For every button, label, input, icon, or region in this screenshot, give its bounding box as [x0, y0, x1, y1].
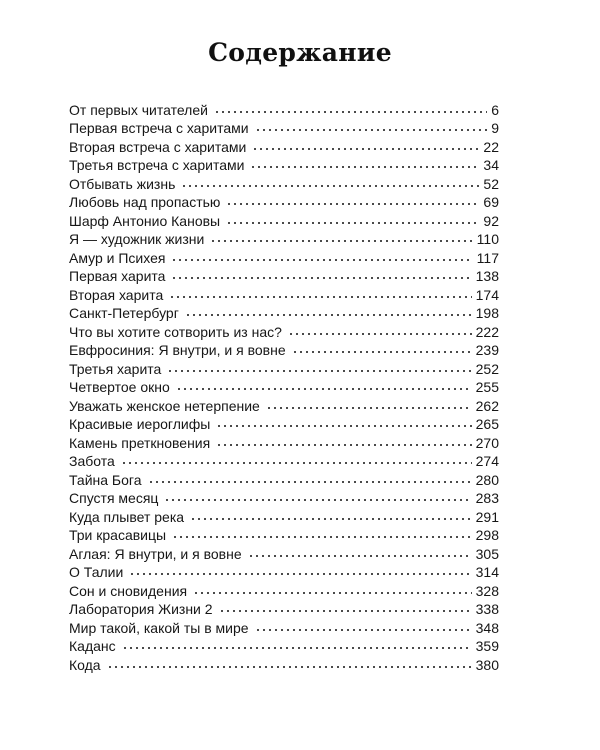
toc-entry	[69, 637, 499, 656]
toc-entry-page-number: 283	[475, 490, 499, 506]
dot-leader	[171, 258, 472, 262]
toc-entry-page-number: 69	[483, 194, 499, 210]
toc-entry	[69, 193, 499, 212]
toc-entry-page-number: 9	[491, 120, 499, 136]
toc-entry-page-number: 174	[475, 286, 499, 303]
toc-entry-title: Вторая харита	[69, 286, 164, 303]
toc-entry-title: Три красавицы	[69, 527, 167, 543]
toc-entry-page-number: 359	[475, 638, 499, 654]
toc-entry	[69, 433, 499, 452]
toc-entry	[69, 618, 499, 637]
dot-leader	[122, 646, 472, 650]
toc-entry-page-number: 110	[476, 231, 499, 247]
toc-entry	[69, 655, 499, 674]
toc-entry-title: Шарф Антонио Кановы	[69, 212, 221, 229]
toc-entry-title: Я — художник жизни	[69, 231, 205, 247]
dot-leader	[226, 221, 479, 225]
toc-entry-title: Сон и сновидения	[69, 582, 188, 599]
toc-entry-title: От первых читателей	[69, 101, 208, 118]
dot-leader	[176, 387, 472, 391]
dot-leader	[169, 295, 471, 299]
toc-entry-title: Вторая встреча с харитами	[69, 138, 247, 155]
toc-entry-page-number: 338	[475, 601, 499, 617]
dot-leader	[292, 350, 472, 354]
toc-entry-title: Каданс	[69, 638, 116, 654]
dot-leader	[148, 480, 472, 484]
toc-entry-title: Аглая: Я внутри, и я вовне	[69, 545, 242, 562]
toc-entry-title: Амур и Психея	[69, 249, 166, 266]
toc-entry-page-number: 252	[475, 360, 499, 377]
toc-entry	[69, 396, 499, 415]
toc-entry-title: Кода	[69, 656, 101, 673]
dot-leader	[129, 572, 471, 576]
toc-entry	[69, 211, 499, 230]
dot-leader	[248, 554, 472, 558]
toc-entry	[69, 600, 499, 619]
toc-entry-page-number: 22	[483, 138, 499, 155]
dot-leader	[172, 535, 472, 539]
toc-entry-title: Камень преткновения	[69, 434, 211, 451]
dot-leader	[193, 591, 472, 595]
dot-leader	[164, 498, 471, 502]
toc-entry-page-number: 239	[475, 342, 499, 358]
toc-entry	[69, 137, 499, 156]
toc-entry	[69, 267, 499, 286]
dot-leader	[250, 165, 479, 169]
toc-entry	[69, 581, 499, 600]
toc-entry-title: Любовь над пропастью	[69, 194, 221, 210]
dot-leader	[288, 332, 472, 336]
toc-entry	[69, 341, 499, 360]
dot-leader	[190, 517, 472, 521]
toc-entry	[69, 304, 499, 323]
toc-entry-page-number: 328	[475, 582, 499, 599]
toc-entry-title: Отбывать жизнь	[69, 175, 176, 192]
toc-entry-page-number: 314	[475, 564, 499, 580]
toc-entry-title: Мир такой, какой ты в мире	[69, 619, 249, 636]
dot-leader	[214, 110, 487, 114]
toc-entry	[69, 563, 499, 582]
toc-entry-page-number: 291	[475, 508, 499, 525]
toc-entry-title: Забота	[69, 453, 115, 469]
toc-entry	[69, 322, 499, 341]
toc-entry-page-number: 255	[475, 379, 499, 395]
toc-entry-title: Четвертое окно	[69, 379, 170, 395]
toc-entry	[69, 230, 499, 249]
toc-entry-page-number: 117	[476, 249, 499, 266]
toc-entry-title: Третья харита	[69, 360, 162, 377]
toc-entry-page-number: 52	[483, 175, 499, 192]
toc-entry-title: Лаборатория Жизни 2	[69, 601, 213, 617]
dot-leader	[226, 202, 479, 206]
toc-entry-page-number: 34	[483, 157, 499, 173]
toc-entry-page-number: 305	[475, 545, 499, 562]
toc-entry	[69, 285, 499, 304]
dot-leader	[107, 665, 472, 669]
toc-entry-page-number: 380	[475, 656, 499, 673]
toc-entry	[69, 100, 499, 119]
dot-leader	[219, 609, 472, 613]
dot-leader	[216, 424, 471, 428]
toc-entry-page-number: 92	[483, 212, 499, 229]
toc-entry	[69, 119, 499, 138]
toc-entry-title: Санкт-Петербург	[69, 305, 179, 321]
toc-entry-page-number: 198	[475, 305, 499, 321]
toc-entry	[69, 248, 499, 267]
toc-entry-title: Первая встреча с харитами	[69, 120, 249, 136]
dot-leader	[121, 461, 472, 465]
page-title: Содержание	[208, 38, 392, 67]
toc-entry	[69, 507, 499, 526]
dot-leader	[252, 147, 479, 151]
toc-entry	[69, 359, 499, 378]
toc-entry-title: Что вы хотите сотворить из нас?	[69, 323, 282, 340]
toc-entry	[69, 526, 499, 545]
toc-entry	[69, 415, 499, 434]
toc-entry-page-number: 270	[475, 434, 499, 451]
dot-leader	[255, 628, 472, 632]
toc-entry-page-number: 222	[475, 323, 499, 340]
toc-entry	[69, 489, 499, 508]
toc-entry-title: Красивые иероглифы	[69, 416, 211, 432]
toc-entry-title: Куда плывет река	[69, 508, 185, 525]
dot-leader	[185, 313, 472, 317]
dot-leader	[216, 443, 471, 447]
toc-entry	[69, 156, 499, 175]
table-of-contents	[69, 100, 499, 674]
toc-entry-page-number: 138	[475, 268, 499, 284]
toc-entry-page-number: 265	[475, 416, 499, 432]
toc-entry-page-number: 6	[491, 101, 499, 118]
toc-entry-page-number: 274	[475, 453, 499, 469]
toc-entry-title: О Талии	[69, 564, 124, 580]
dot-leader	[255, 128, 488, 132]
toc-entry-title: Первая харита	[69, 268, 166, 284]
toc-entry-page-number: 348	[475, 619, 499, 636]
toc-entry-title: Спустя месяц	[69, 490, 159, 506]
dot-leader	[181, 184, 479, 188]
toc-entry-page-number: 262	[475, 397, 499, 414]
toc-entry-page-number: 298	[475, 527, 499, 543]
dot-leader	[210, 239, 472, 243]
toc-entry	[69, 378, 499, 397]
dot-leader	[266, 406, 472, 410]
toc-entry	[69, 544, 499, 563]
dot-leader	[171, 276, 471, 280]
toc-entry	[69, 174, 499, 193]
toc-entry-title: Тайна Бога	[69, 471, 142, 488]
dot-leader	[167, 369, 471, 373]
toc-entry-title: Уважать женское нетерпение	[69, 397, 260, 414]
toc-entry-page-number: 280	[475, 471, 499, 488]
toc-entry	[69, 452, 499, 471]
toc-entry	[69, 470, 499, 489]
toc-entry-title: Евфросиния: Я внутри, и я вовне	[69, 342, 286, 358]
toc-entry-title: Третья встреча с харитами	[69, 157, 245, 173]
